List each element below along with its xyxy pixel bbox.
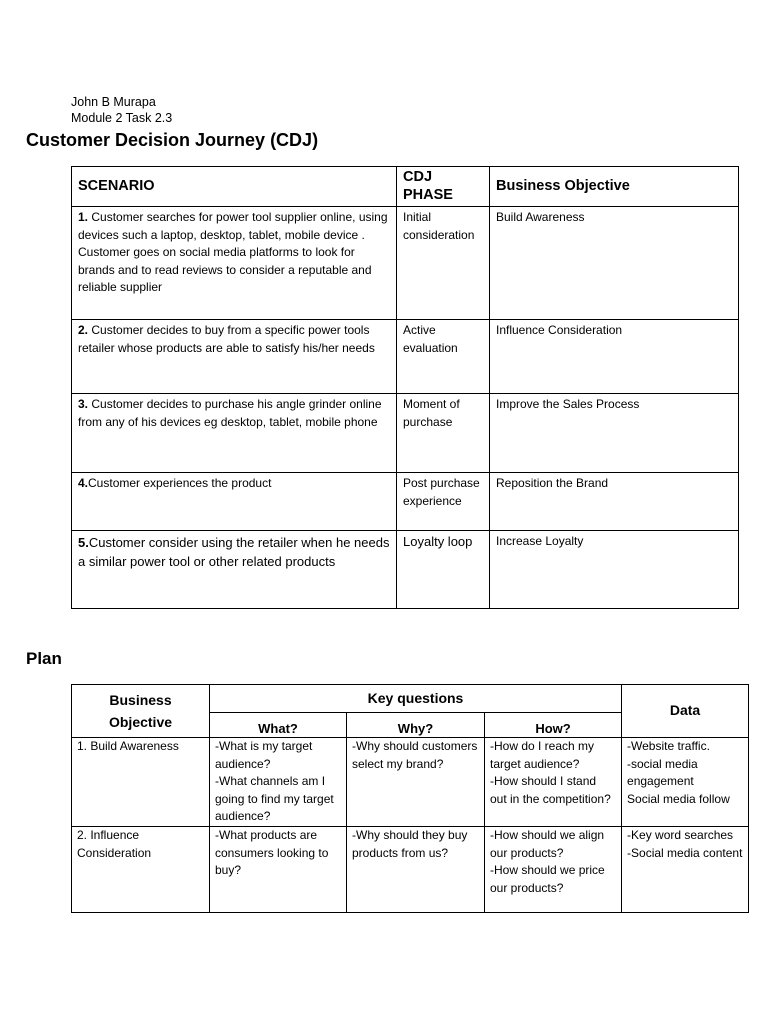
scenario-number: 5. [78, 535, 89, 550]
plan-data-line: -Social media content [627, 845, 743, 860]
scenario-text: Customer searches for power tool supplier online, using devices such a laptop, desktop, tablet, mobile device . [78, 210, 388, 242]
cdj-row-2 [72, 320, 739, 394]
plan-data-cell [622, 738, 749, 827]
plan-row-1 [72, 738, 749, 827]
scenario-text: Customer experiences the product [88, 476, 272, 490]
scenario-text: Customer decides to buy from a specific power tools retailer whose products are able to satisfy his/her needs [78, 323, 375, 355]
task-label: Module 2 Task 2.3 [71, 111, 173, 125]
header-why: Why? [347, 712, 485, 737]
plan-why-line: -Why should they buy products from us? [352, 828, 468, 860]
plan-header-row [72, 685, 749, 713]
objective-cell: Increase Loyalty [490, 531, 739, 609]
scenario-cell [72, 394, 397, 473]
plan-what-cell [210, 738, 347, 827]
plan-how-cell [485, 738, 622, 827]
cdj-row-4 [72, 473, 739, 531]
scenario-text: Customer consider using the retailer when he needs a similar power tool or other related products [78, 535, 390, 569]
plan-title: Plan [26, 649, 62, 668]
cdj-row-1 [72, 207, 739, 320]
plan-objective-cell: 1. Build Awareness [72, 738, 210, 827]
cdj-row-5 [72, 531, 739, 609]
plan-how-line: -How should I stand out in the competition? [490, 774, 611, 806]
scenario-cell [72, 473, 397, 531]
header-business-objective: Business Objective [490, 167, 739, 207]
cdj-header-row [72, 167, 739, 207]
plan-data-cell [622, 827, 749, 913]
phase-cell: Initial consideration [397, 207, 490, 320]
plan-data-line: -Key word searches [627, 828, 734, 842]
objective-cell: Build Awareness [490, 207, 739, 320]
header-what: What? [210, 712, 347, 737]
phase-cell: Post purchase experience [397, 473, 490, 531]
scenario-cell [72, 531, 397, 609]
objective-cell: Influence Consideration [490, 320, 739, 394]
header-key-questions: Key questions [210, 685, 622, 713]
scenario-text: Customer goes on social media platforms to look for brands and to read reviews to consider a reputable and reliable supplier [78, 245, 372, 294]
header-data: Data [622, 685, 749, 738]
plan-what-line: -What is my target audience? [215, 739, 313, 771]
author-name: John B Murapa [71, 95, 156, 109]
plan-why-cell [347, 738, 485, 827]
plan-what-line: -What channels am I going to find my target audience? [215, 774, 334, 823]
scenario-number: 4. [78, 476, 89, 490]
plan-data-line: -Website traffic. [627, 739, 710, 753]
objective-cell: Reposition the Brand [490, 473, 739, 531]
scenario-number: 2. [78, 323, 89, 337]
author-block [71, 94, 172, 126]
header-scenario: SCENARIO [72, 167, 397, 207]
plan-table [71, 684, 749, 913]
scenario-number: 3. [78, 397, 89, 411]
plan-how-line: -How should we align our products? [490, 828, 605, 860]
plan-what-cell [210, 827, 347, 913]
plan-how-line: -How should we price our products? [490, 863, 605, 895]
cdj-table [71, 166, 739, 609]
header-plan-business-objective: Business Objective [72, 685, 210, 738]
scenario-cell [72, 207, 397, 320]
header-cdj-phase: CDJ PHASE [397, 167, 490, 207]
phase-cell: Active evaluation [397, 320, 490, 394]
cdj-row-3 [72, 394, 739, 473]
phase-cell: Loyalty loop [397, 531, 490, 609]
plan-how-cell [485, 827, 622, 913]
objective-cell: Improve the Sales Process [490, 394, 739, 473]
plan-what-line: -What products are consumers looking to buy? [215, 828, 329, 877]
phase-cell: Moment of purchase [397, 394, 490, 473]
page-title: Customer Decision Journey (CDJ) [26, 130, 319, 150]
plan-data-line: Social media follow [627, 791, 730, 806]
scenario-text: Customer decides to purchase his angle grinder online from any of his devices eg desktop, tablet, mobile phone [78, 397, 382, 429]
plan-why-line: -Why should customers select my brand? [352, 739, 478, 771]
plan-how-line: -How do I reach my target audience? [490, 739, 595, 771]
header-how: How? [485, 712, 622, 737]
plan-why-cell [347, 827, 485, 913]
plan-row-2 [72, 827, 749, 913]
plan-data-line: -social media engagement [627, 756, 698, 788]
plan-objective-cell: 2. Influence Consideration [72, 827, 210, 913]
scenario-number: 1. [78, 210, 89, 224]
scenario-cell [72, 320, 397, 394]
